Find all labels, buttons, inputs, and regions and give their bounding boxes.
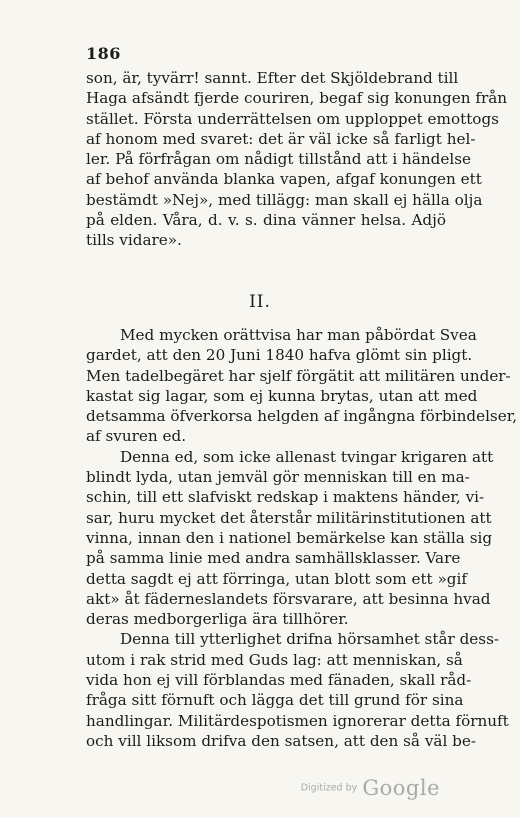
text-line: Denna till ytterlighet drifna hörsamhet står dess- — [120, 630, 500, 649]
page-number: 186 — [86, 44, 121, 63]
digitized-label: Digitized by — [300, 782, 358, 794]
google-logo: Google — [362, 776, 440, 800]
text-line: på elden. Våra, d. v. s. dina vänner helsa. Adjö — [86, 211, 446, 230]
text-line: Haga afsändt fjerde couriren, begaf sig konungen från — [86, 89, 508, 108]
text-line: akt» åt fäderneslandets försvarare, att besinna hvad — [86, 589, 491, 608]
text-line: af behof använda blanka vapen, afgaf konungen ett — [86, 170, 482, 189]
text-line: gardet, att den 20 Juni 1840 hafva glömt sin pligt. — [86, 346, 473, 365]
section-heading: II. — [249, 292, 271, 312]
text-line: handlingar. Militärdespotismen ignorerar detta förnuft — [86, 711, 509, 730]
text-line: blindt lyda, utan jemväl gör menniskan till en ma- — [86, 468, 470, 487]
text-line: Med mycken orättvisa har man påbördat Svea — [120, 326, 477, 344]
text-line: vinna, innan den i nationel bemärkelse kan ställa sig — [86, 528, 493, 547]
text-line: schin, till ett slafviskt redskap i maktens händer, vi- — [86, 488, 485, 507]
top-paragraph — [86, 68, 508, 251]
text-line: sar, huru mycket det återstår militärinstitutionen att — [86, 508, 492, 527]
text-line: detta sagdt ej att förringa, utan blott som ett »gif — [86, 569, 467, 588]
text-line: Denna ed, som icke allenast tvingar krigaren att — [120, 447, 494, 466]
text-line: af svuren ed. — [86, 427, 187, 446]
digitized-watermark — [301, 776, 440, 800]
text-line: och vill liksom drifva den satsen, att den så väl be- — [86, 731, 476, 750]
text-line: kastat sig lagar, som ej kunna brytas, utan att med — [86, 386, 478, 405]
text-line: stället. Första underrättelsen om upploppet emottogs — [86, 109, 499, 128]
text-line: bestämdt »Nej», med tillägg: man skall ej hälla olja — [86, 190, 483, 209]
text-line: tills vidare». — [86, 231, 182, 250]
text-line: på samma linie med andra samhällsklasser. Vare — [86, 549, 461, 568]
text-line: vida hon ej vill förblandas med fänaden, skall råd- — [86, 671, 472, 690]
text-line: detsamma öfverkorsa helgden af ingångna förbindelser, — [86, 407, 518, 426]
text-line: af honom med svaret: det är väl icke så farligt hel- — [86, 129, 476, 148]
text-line: deras medborgerliga ära tillhörer. — [86, 610, 349, 629]
text-line: ler. På förfrågan om nådigt tillstånd att i händelse — [86, 150, 471, 169]
section-body — [86, 325, 518, 751]
text-line: fråga sitt förnuft och lägga det till grund för sina — [86, 691, 464, 710]
text-line: Men tadelbegäret har sjelf förgätit att militären under- — [86, 366, 511, 385]
text-line: son, är, tyvärr! sannt. Efter det Skjöldebrand till — [86, 69, 459, 87]
text-line: utom i rak strid med Guds lag: att menniskan, så — [86, 650, 463, 669]
